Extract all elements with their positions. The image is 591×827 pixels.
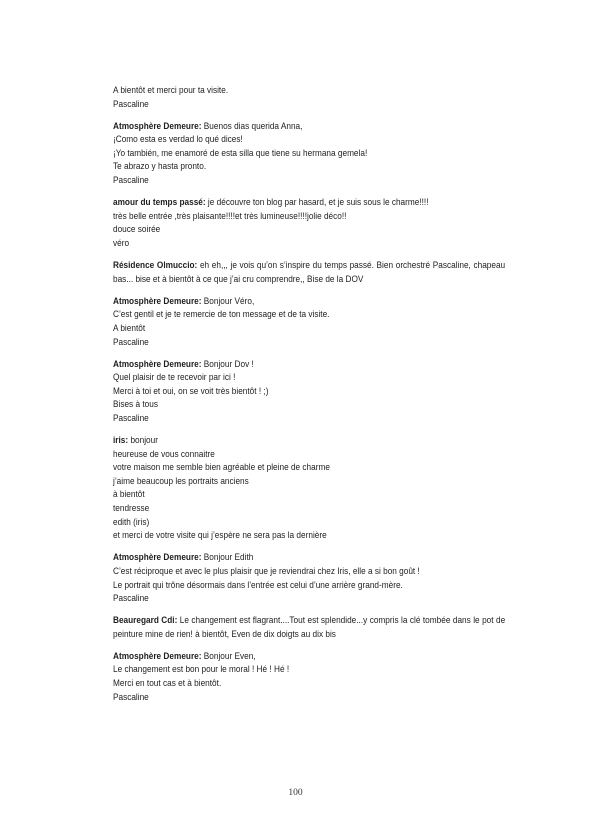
- comment-block: [113, 295, 505, 349]
- comment-text: Pascaline: [113, 593, 149, 605]
- comment-text: Pascaline: [113, 98, 149, 110]
- comment-text: C’est réciproque et avec le plus plaisir que je reviendrai chez Iris, elle a si bon goût !: [113, 565, 420, 577]
- comment-text: Merci à toi et oui, on se voit très bientôt ! ;): [113, 385, 269, 397]
- comment-line: [113, 385, 450, 399]
- comment-line: [113, 98, 450, 112]
- comment-text: Buenos dias querida Anna,: [203, 120, 303, 132]
- comment-line: [113, 237, 450, 251]
- comment-author: iris:: [113, 435, 129, 447]
- page-number: 100: [288, 788, 303, 798]
- comment-line: [113, 196, 450, 210]
- comment-line: [113, 371, 450, 385]
- comment-line: [113, 551, 450, 565]
- comment-author: Résidence Olmuccio:: [113, 260, 198, 272]
- comment-text: Te abrazo y hasta pronto.: [113, 161, 207, 173]
- comment-block: [113, 196, 505, 250]
- comment-text: tendresse: [113, 503, 150, 515]
- comment-line: [113, 322, 450, 336]
- comment-text: très belle entrée ,très plaisante!!!!et très lumineuse!!!!jolie déco!!: [113, 210, 347, 222]
- comment-text: Bonjour Véro,: [203, 295, 255, 307]
- comment-text: à bientôt: [113, 489, 145, 501]
- comment-text: bonjour: [130, 435, 158, 447]
- comment-line: [113, 650, 450, 664]
- comment-text: et merci de votre visite qui j’espère ne sera pas la dernière: [113, 530, 327, 542]
- comment-author: Atmosphère Demeure:: [113, 358, 202, 370]
- comment-line: [113, 614, 505, 641]
- comment-text: Pascaline: [113, 412, 149, 424]
- comment-block: [113, 84, 505, 111]
- comment-block: [113, 259, 505, 286]
- comment-author: Atmosphère Demeure:: [113, 120, 202, 132]
- comment-line: [113, 160, 450, 174]
- comment-line: [113, 84, 450, 98]
- comment-block: [113, 120, 505, 188]
- comment-line: [113, 488, 450, 502]
- comment-author: Atmosphère Demeure:: [113, 295, 202, 307]
- comment-text: douce soirée: [113, 224, 161, 236]
- comment-text: Merci en tout cas et à bientôt.: [113, 678, 222, 690]
- comment-line: [113, 448, 450, 462]
- comment-line: [113, 223, 450, 237]
- comment-text: Pascaline: [113, 336, 149, 348]
- comment-text: eh eh,,, je vois qu’on s’inspire du temps passé. Bien orchestré Pascaline, chapeau bas... bise et à bientôt à ce que j’ai cru comprendre,, Bise de la DOV: [113, 260, 506, 285]
- comment-line: [113, 565, 450, 579]
- comment-line: [113, 120, 450, 134]
- comment-line: [113, 461, 450, 475]
- comment-block: [113, 650, 505, 704]
- comment-line: [113, 691, 450, 705]
- comment-line: [113, 336, 450, 350]
- comment-text: Le portrait qui trône désormais dans l’entrée est celui d’une arrière grand-mère.: [113, 579, 403, 591]
- comment-author: Beauregard Cdi:: [113, 615, 178, 627]
- comment-line: [113, 502, 450, 516]
- comment-text: A bientôt et merci pour ta visite.: [113, 85, 229, 96]
- comment-text: Pascaline: [113, 175, 149, 187]
- comment-text: je découvre ton blog par hasard, et je suis sous le charme!!!!: [207, 197, 429, 209]
- comment-text: Bonjour Edith: [203, 552, 254, 564]
- comment-line: [113, 579, 450, 593]
- comment-block: [113, 614, 505, 641]
- comment-line: [113, 475, 450, 489]
- comment-text: votre maison me semble bien agréable et pleine de charme: [113, 462, 330, 474]
- comment-line: [113, 677, 450, 691]
- comment-text: Pascaline: [113, 691, 149, 703]
- comment-line: [113, 210, 450, 224]
- comment-line: [113, 592, 450, 606]
- comment-author: amour du temps passé:: [113, 197, 206, 209]
- comment-text: heureuse de vous connaitre: [113, 448, 215, 460]
- comment-line: [113, 663, 450, 677]
- comment-line: [113, 516, 450, 530]
- comment-text: j’aime beaucoup les portraits anciens: [113, 475, 249, 487]
- comment-line: [113, 398, 450, 412]
- comment-line: [113, 147, 450, 161]
- comment-text: Bonjour Even,: [203, 650, 256, 662]
- comment-line: [113, 358, 450, 372]
- comment-text: C’est gentil et je te remercie de ton message et de ta visite.: [113, 309, 330, 321]
- comment-line: [113, 412, 450, 426]
- comment-author: Atmosphère Demeure:: [113, 552, 202, 564]
- comment-text: Bonjour Dov !: [203, 358, 254, 370]
- comment-text: edith (iris): [113, 516, 150, 528]
- comment-text: véro: [113, 237, 130, 249]
- comment-line: [113, 133, 450, 147]
- comment-text: ¡Yo también, me enamoré de esta silla que tiene su hermana gemela!: [113, 147, 368, 159]
- comment-text: Quel plaisir de te recevoir par ici !: [113, 372, 236, 384]
- comment-text: ¡Como esta es verdad lo qué dices!: [113, 134, 243, 146]
- comment-line: [113, 174, 450, 188]
- comment-line: [113, 295, 450, 309]
- comment-line: [113, 529, 450, 543]
- comment-text: Le changement est bon pour le moral ! Hé ! Hé !: [113, 664, 290, 676]
- comment-line: [113, 434, 450, 448]
- comment-text: A bientôt: [113, 322, 146, 334]
- comment-line: [113, 308, 450, 322]
- comment-text: Bises à tous: [113, 399, 158, 411]
- comment-block: [113, 358, 505, 426]
- comments-list: [113, 84, 505, 713]
- comment-block: [113, 551, 505, 605]
- comment-line: [113, 259, 505, 286]
- comment-author: Atmosphère Demeure:: [113, 650, 202, 662]
- comment-block: [113, 434, 505, 543]
- comment-text: Le changement est flagrant....Tout est splendide...y compris la clé tombée dans le pot de peinture mine de rien! à bientôt, Even de dix doigts au dix bis: [113, 615, 506, 640]
